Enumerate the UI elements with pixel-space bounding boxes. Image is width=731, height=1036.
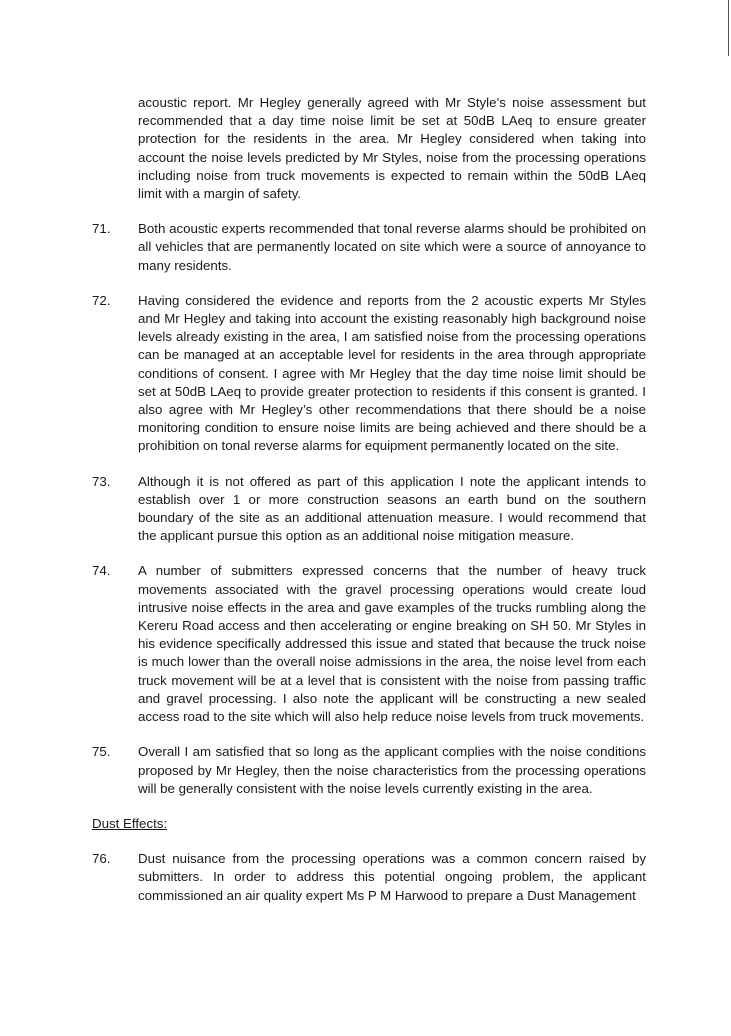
- paragraph-number: 72.: [92, 292, 111, 308]
- paragraph-74: [92, 562, 648, 726]
- paragraph-text: Having considered the evidence and reports from the 2 acoustic experts Mr Styles and Mr Hegley and taking into account the existing reasonably high background noise levels already existing in the area, I am satisfied noise from the processing operations can be managed at an acceptable level for residents in the area through appropriate conditions of consent. I agree with Mr Hegley that the day time noise limit should be set at 50dB LAeq to provide greater protection to residents if this consent is granted. I also agree with Mr Hegley’s other recommendations that there should be a noise monitoring condition to ensure noise limits are being achieved and there should be a prohibition on tonal reverse alarms for equipment permanently located on the site.: [138, 292, 646, 454]
- paragraph-text: Dust nuisance from the processing operations was a common concern raised by submitters. In order to address this potential ongoing problem, the applicant commissioned an air quality expert Ms P M Harwood to prepare a Dust Management: [138, 851, 646, 903]
- paragraph-text: Overall I am satisfied that so long as the applicant complies with the noise conditions proposed by Mr Hegley, then the noise characteristics from the processing operations will be generally consistent with the noise levels currently existing in the area.: [138, 744, 646, 796]
- paragraph-number: 76.: [92, 851, 111, 867]
- page-edge-line: [728, 0, 729, 56]
- paragraph-text: Both acoustic experts recommended that tonal reverse alarms should be prohibited on all vehicles that are permanently located on site which were a source of annoyance to many residents.: [138, 221, 646, 273]
- paragraph-number: 74.: [92, 563, 111, 579]
- document-content: [92, 94, 648, 922]
- paragraph-73: [92, 473, 648, 546]
- section-heading-dust-effects: Dust Effects:: [92, 815, 168, 831]
- paragraph-75: [92, 743, 648, 798]
- paragraph-number: 71.: [92, 221, 111, 237]
- paragraph-text: A number of submitters expressed concerns that the number of heavy truck movements associated with the gravel processing operations would create loud intrusive noise effects in the area and gave examples of the trucks rumbling along the Kereru Road access and then accelerating or engine breaking on SH 50. Mr Styles in his evidence specifically addressed this issue and stated that because the truck noise is much lower than the overall noise admissions in the area, the noise level from each truck movement will be at a level that is consistent with the noise from passing traffic and gravel processing. I also note the applicant will be constructing a new sealed access road to the site which will also help reduce noise levels from truck movements.: [138, 563, 646, 725]
- paragraph-text: Although it is not offered as part of this application I note the applicant intends to establish over 1 or more construction seasons an earth bund on the southern boundary of the site as an additional attenuation measure. I would recommend that the applicant pursue this option as an additional noise mitigation measure.: [138, 473, 646, 544]
- paragraph-71: [92, 220, 648, 275]
- paragraph-number: 73.: [92, 473, 111, 489]
- paragraph-72: [92, 292, 648, 456]
- intro-paragraph: acoustic report. Mr Hegley generally agreed with Mr Style’s noise assessment but recommended that a day time noise limit be set at 50dB LAeq to ensure greater protection for the residents in the area. Mr Hegley considered when taking into account the noise levels predicted by Mr Styles, noise from the processing operations including noise from truck movements is expected to remain within the 50dB LAeq limit with a margin of safety.: [138, 95, 646, 202]
- paragraph-76: [92, 850, 648, 905]
- paragraph-number: 75.: [92, 744, 111, 760]
